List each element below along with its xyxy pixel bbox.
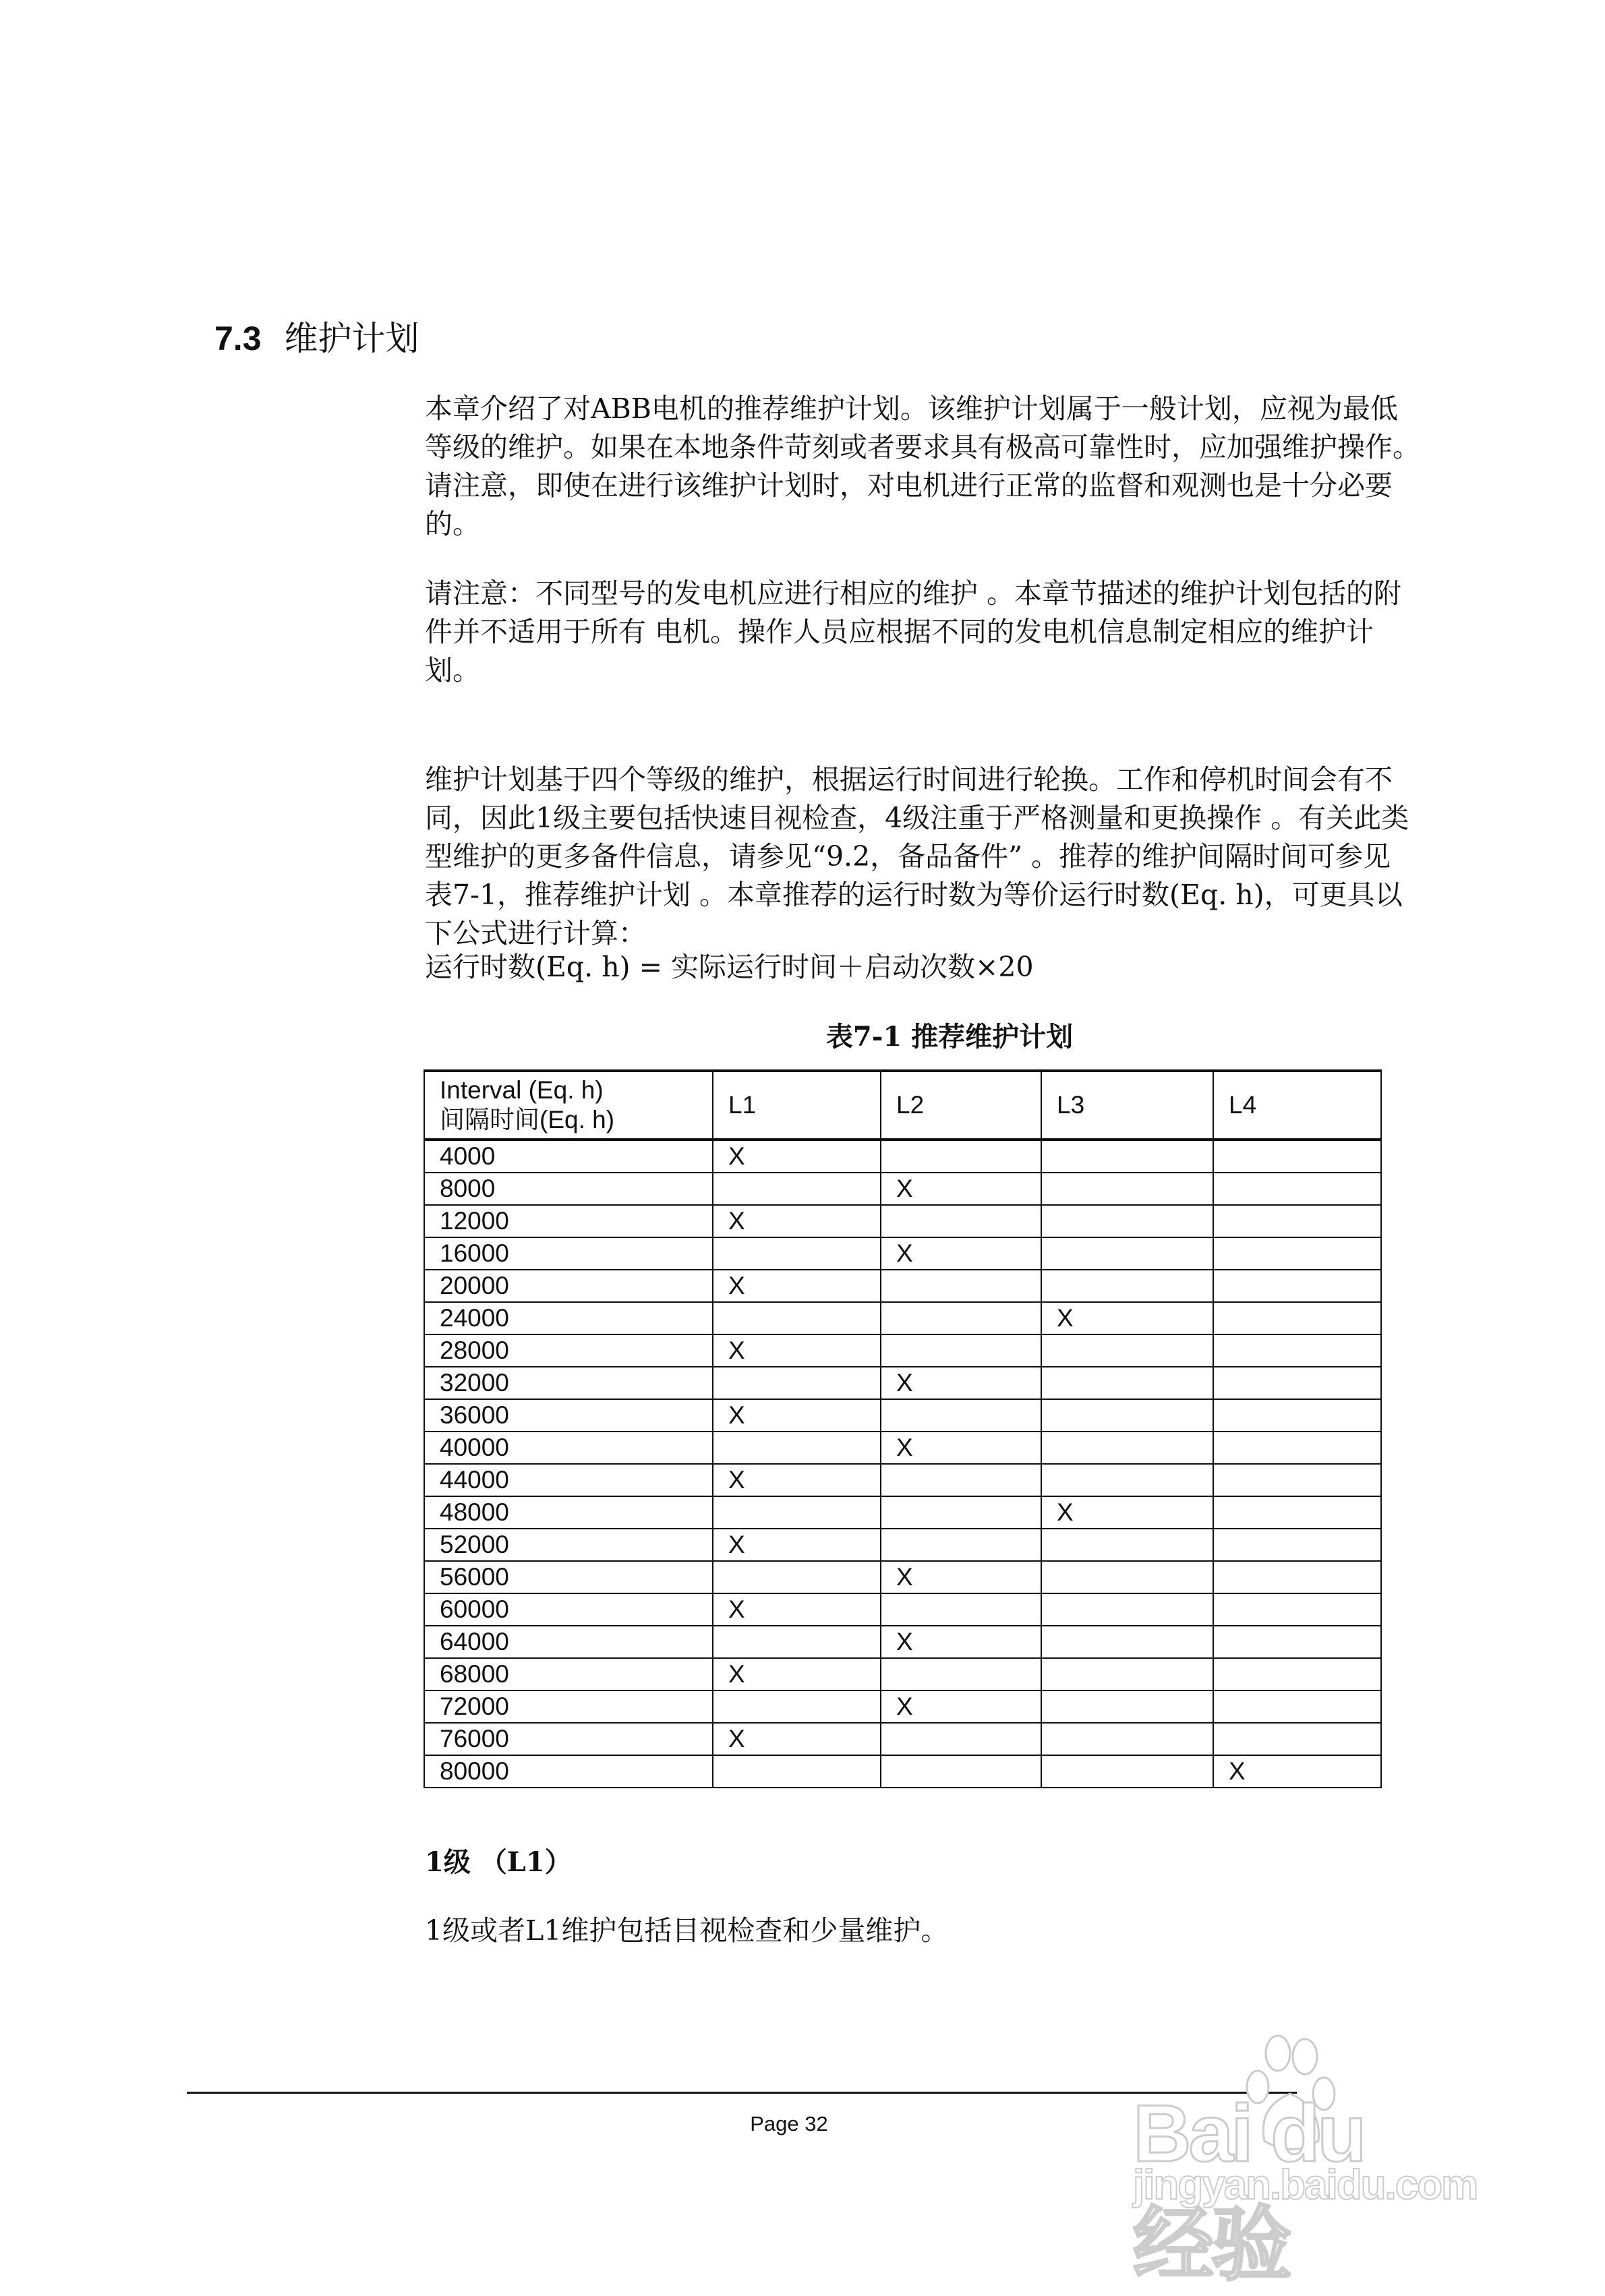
interval-cell: 76000: [424, 1723, 713, 1755]
level-l2-cell: X: [881, 1237, 1041, 1270]
level1-text: 1级或者L1维护包括目视检查和少量维护。: [425, 1914, 949, 1947]
level-l3-cell: [1041, 1690, 1213, 1723]
section-title: 维护计划: [284, 320, 419, 357]
level-l3-cell: [1041, 1367, 1213, 1399]
table-row: [424, 1496, 1381, 1529]
level-l1-cell: [713, 1496, 881, 1529]
level-l1-cell: X: [713, 1723, 881, 1755]
table-row: [424, 1626, 1381, 1658]
level-l4-cell: [1213, 1496, 1381, 1529]
page-number: Page 32: [750, 2112, 828, 2136]
level-l2-cell: [881, 1529, 1041, 1561]
interval-cell: 28000: [424, 1334, 713, 1367]
level-l1-cell: [713, 1237, 881, 1270]
level-l3-cell: [1041, 1561, 1213, 1593]
level-l2-cell: [881, 1270, 1041, 1302]
interval-cell: 68000: [424, 1658, 713, 1690]
level-l2-cell: [881, 1334, 1041, 1367]
table-row: [424, 1302, 1381, 1334]
level-l2-cell: [881, 1464, 1041, 1496]
level-l1-cell: [713, 1173, 881, 1205]
watermark-url: jingyan.baidu.com: [1133, 2162, 1478, 2208]
level-l3-cell: [1041, 1658, 1213, 1690]
level-l3-cell: [1041, 1173, 1213, 1205]
interval-cell: 60000: [424, 1593, 713, 1626]
table-row: [424, 1237, 1381, 1270]
level-l2-cell: X: [881, 1561, 1041, 1593]
level-l4-cell: [1213, 1237, 1381, 1270]
level-l4-cell: [1213, 1464, 1381, 1496]
level-l1-cell: [713, 1755, 881, 1788]
table-header-row: [424, 1071, 1381, 1140]
level-l2-cell: X: [881, 1432, 1041, 1464]
table-row: [424, 1464, 1381, 1496]
level-l4-cell: [1213, 1658, 1381, 1690]
table-row: [424, 1755, 1381, 1788]
interval-cell: 36000: [424, 1399, 713, 1432]
table-row: [424, 1561, 1381, 1593]
table-row: [424, 1690, 1381, 1723]
level-l4-cell: [1213, 1173, 1381, 1205]
level-l3-cell: [1041, 1270, 1213, 1302]
header-interval-cn: 间隔时间(Eq. h): [440, 1106, 615, 1134]
footer-rule: [187, 2092, 1297, 2094]
level-l1-cell: [713, 1432, 881, 1464]
interval-cell: 8000: [424, 1173, 713, 1205]
table-row: [424, 1334, 1381, 1367]
interval-cell: 12000: [424, 1205, 713, 1237]
level-l4-cell: [1213, 1140, 1381, 1173]
level-l1-cell: X: [713, 1529, 881, 1561]
level-l3-cell: [1041, 1334, 1213, 1367]
paragraph-levels: 维护计划基于四个等级的维护，根据运行时间进行轮换。工作和停机时间会有不同，因此1级主要包括快速目视检查，4级注重于严格测量和更换操作 。有关此类型维护的更多备件信息，请参见“9.2，备品备件” 。推荐的维护间隔时间可参见 表7-1，推荐维护计划 。本章推荐的运行时数为等价运行时数(Eq. h)，可更具以下公式进行计算：: [425, 763, 1409, 949]
header-l1: L1: [713, 1071, 881, 1140]
level-l1-cell: X: [713, 1399, 881, 1432]
level-l4-cell: [1213, 1723, 1381, 1755]
level-l3-cell: [1041, 1529, 1213, 1561]
level-l1-cell: [713, 1690, 881, 1723]
interval-cell: 44000: [424, 1464, 713, 1496]
interval-cell: 52000: [424, 1529, 713, 1561]
table-row: [424, 1205, 1381, 1237]
table-row: [424, 1723, 1381, 1755]
table-row: [424, 1593, 1381, 1626]
level-l2-cell: X: [881, 1626, 1041, 1658]
level-l2-cell: [881, 1140, 1041, 1173]
header-l4: L4: [1213, 1071, 1381, 1140]
level-l1-cell: X: [713, 1593, 881, 1626]
interval-cell: 4000: [424, 1140, 713, 1173]
level-l1-cell: X: [713, 1140, 881, 1173]
level-l3-cell: [1041, 1723, 1213, 1755]
level-l3-cell: [1041, 1464, 1213, 1496]
level-l4-cell: [1213, 1626, 1381, 1658]
level-l4-cell: [1213, 1690, 1381, 1723]
interval-cell: 48000: [424, 1496, 713, 1529]
level-l2-cell: [881, 1302, 1041, 1334]
section-number: 7.3: [214, 320, 262, 357]
level-l2-cell: [881, 1399, 1041, 1432]
interval-cell: 20000: [424, 1270, 713, 1302]
level-l2-cell: X: [881, 1690, 1041, 1723]
interval-cell: 72000: [424, 1690, 713, 1723]
table-row: [424, 1399, 1381, 1432]
table-caption: 表7-1 推荐维护计划: [825, 1021, 1074, 1053]
level-l3-cell: X: [1041, 1496, 1213, 1529]
level-l2-cell: [881, 1205, 1041, 1237]
level-l3-cell: [1041, 1205, 1213, 1237]
level-l4-cell: [1213, 1270, 1381, 1302]
interval-cell: 24000: [424, 1302, 713, 1334]
level-l4-cell: X: [1213, 1755, 1381, 1788]
level-l3-cell: [1041, 1140, 1213, 1173]
maintenance-schedule-table: [424, 1069, 1382, 1788]
level-l3-cell: [1041, 1593, 1213, 1626]
level-l2-cell: [881, 1593, 1041, 1626]
level-l3-cell: [1041, 1755, 1213, 1788]
level-l1-cell: [713, 1561, 881, 1593]
header-interval-en: Interval (Eq. h): [440, 1076, 604, 1104]
table-row: [424, 1367, 1381, 1399]
formula: 运行时数(Eq. h) = 实际运行时间＋启动次数×20: [425, 951, 1034, 983]
interval-cell: 64000: [424, 1626, 713, 1658]
level-l3-cell: [1041, 1399, 1213, 1432]
level1-heading: 1级 （L1）: [425, 1846, 572, 1878]
table-row: [424, 1270, 1381, 1302]
paragraph-intro: 本章介绍了对ABB电机的推荐维护计划。该维护计划属于一般计划，应视为最低等级的维护。如果在本地条件苛刻或者要求具有极高可靠性时，应加强维护操作。请注意，即使在进行该维护计划时，对电机进行正常的监督和观测也是十分必要的。: [425, 392, 1420, 540]
level-l4-cell: [1213, 1302, 1381, 1334]
level-l3-cell: [1041, 1432, 1213, 1464]
level-l1-cell: X: [713, 1658, 881, 1690]
level-l4-cell: [1213, 1399, 1381, 1432]
header-l2: L2: [881, 1071, 1041, 1140]
interval-cell: 32000: [424, 1367, 713, 1399]
level-l1-cell: X: [713, 1464, 881, 1496]
interval-cell: 56000: [424, 1561, 713, 1593]
table-row: [424, 1140, 1381, 1173]
level-l1-cell: X: [713, 1334, 881, 1367]
level-l1-cell: X: [713, 1205, 881, 1237]
level-l4-cell: [1213, 1561, 1381, 1593]
level-l1-cell: [713, 1626, 881, 1658]
level-l2-cell: [881, 1755, 1041, 1788]
level-l2-cell: [881, 1496, 1041, 1529]
header-l3: L3: [1041, 1071, 1213, 1140]
interval-cell: 80000: [424, 1755, 713, 1788]
level-l4-cell: [1213, 1529, 1381, 1561]
level-l2-cell: X: [881, 1367, 1041, 1399]
baidu-watermark: [1133, 2030, 1478, 2290]
header-interval: [424, 1071, 713, 1140]
level-l3-cell: [1041, 1626, 1213, 1658]
paragraph-note: 请注意：不同型号的发电机应进行相应的维护 。本章节描述的维护计划包括的附件并不适用于所有 电机。操作人员应根据不同的发电机信息制定相应的维护计划。: [425, 577, 1402, 686]
level-l1-cell: [713, 1302, 881, 1334]
table-row: [424, 1432, 1381, 1464]
level-l4-cell: [1213, 1593, 1381, 1626]
section-heading: [214, 312, 419, 360]
level-l2-cell: X: [881, 1173, 1041, 1205]
level-l3-cell: [1041, 1237, 1213, 1270]
level-l4-cell: [1213, 1205, 1381, 1237]
interval-cell: 16000: [424, 1237, 713, 1270]
watermark-logo: Bai du 经验: [1133, 2088, 1364, 2290]
level-l1-cell: X: [713, 1270, 881, 1302]
level-l4-cell: [1213, 1334, 1381, 1367]
level-l1-cell: [713, 1367, 881, 1399]
level-l2-cell: [881, 1658, 1041, 1690]
level-l3-cell: X: [1041, 1302, 1213, 1334]
table-row: [424, 1529, 1381, 1561]
level-l4-cell: [1213, 1367, 1381, 1399]
level-l2-cell: [881, 1723, 1041, 1755]
table-row: [424, 1173, 1381, 1205]
interval-cell: 40000: [424, 1432, 713, 1464]
table-row: [424, 1658, 1381, 1690]
level-l4-cell: [1213, 1432, 1381, 1464]
